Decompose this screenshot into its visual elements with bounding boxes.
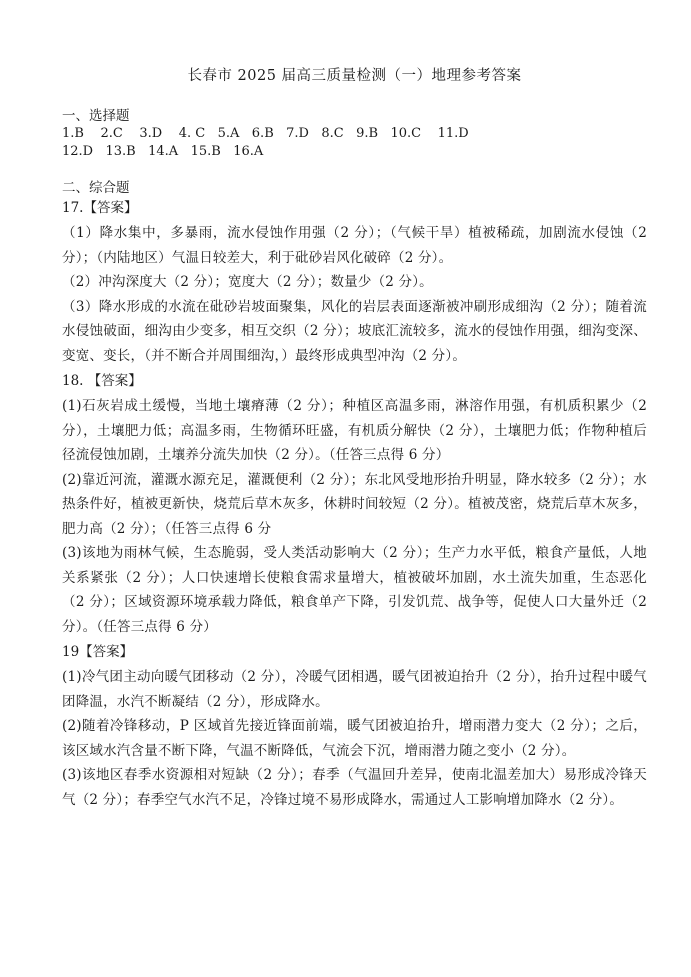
question-17-heading: 17.【答案】 bbox=[62, 200, 138, 216]
question-19-part-2: (2)随着冷锋移动，P 区域首先接近锋面前端，暖气团被迫抬升，增雨潜力变大（2 分）；之后，该区域水汽含量不断下降，气温不断降低，气流会下沉，增雨潜力随之变小（2 分）。 bbox=[62, 718, 647, 759]
question-19 bbox=[62, 641, 647, 812]
question-17-part-1: （1）降水集中，多暴雨，流水侵蚀作用强（2 分）；（气候干旱）植被稀疏，加剧流水侵蚀（2 分）；（内陆地区）气温日较差大，利于砒砂岩风化破碎（2 分）。 bbox=[62, 225, 647, 266]
question-17 bbox=[62, 197, 647, 368]
question-18-heading: 18. 【答案】 bbox=[62, 373, 142, 389]
question-19-part-3: (3)该地区春季水资源相对短缺（2 分）；春季（气温回升差异，使南北温差加大）易形成冷锋天气（2 分）；春季空气水汽不足，冷锋过境不易形成降水，需通过人工影响增加降水（2 分）。 bbox=[62, 767, 647, 808]
section-heading-choice: 一、选择题 bbox=[62, 108, 130, 124]
question-18 bbox=[62, 370, 647, 639]
spacer bbox=[62, 161, 647, 179]
question-19-part-1: (1)冷气团主动向暖气团移动（2 分），冷暖气团相遇，暖气团被迫抬升（2 分），抬升过程中暖气团降温，水汽不断凝结（2 分），形成降水。 bbox=[62, 669, 647, 710]
question-18-part-2: (2)靠近河流，灌溉水源充足，灌溉便利（2 分）；东北风受地形抬升明显，降水较多（2 分）；水热条件好，植被更新快，烧荒后草木灰多，休耕时间较短（2 分）。植被茂密，烧荒后草木灰多，肥力高（2 分）；（任答三点得 6 分 bbox=[62, 471, 647, 537]
choice-answers-row-1: 1.B 2.C 3.D 4. C 5.A 6.B 7.D 8.C 9.B 10.C 11.D bbox=[62, 126, 469, 141]
page-title: 长春市 2025 届高三质量检测（一）地理参考答案 bbox=[187, 68, 522, 84]
question-18-part-1: (1)石灰岩成土缓慢，当地土壤瘠薄（2 分）；种植区高温多雨，淋溶作用强，有机质积累少（2 分），土壤肥力低；高温多雨，生物循环旺盛，有机质分解快（2 分），土壤肥力低；作物种植后径流侵蚀加剧，土壤养分流失加快（2 分）。（任答三点得 6 分） bbox=[62, 398, 647, 463]
question-18-part-3: (3)该地为雨林气候，生态脆弱，受人类活动影响大（2 分）；生产力水平低，粮食产量低，人地关系紧张（2 分）；人口快速增长使粮食需求量增大，植被破坏加剧，水土流失加重，生态恶化（2 分）；区域资源环境承载力降低，粮食单产下降，引发饥荒、战争等，促使人口大量外迁（2 分）。（任答三点得 6 分） bbox=[62, 545, 647, 635]
question-17-part-2: （2）冲沟深度大（2 分）；宽度大（2 分）；数量少（2 分）。 bbox=[62, 274, 433, 290]
question-19-heading: 19【答案】 bbox=[62, 644, 134, 660]
question-17-part-3: （3）降水形成的水流在砒砂岩坡面聚集，风化的岩层表面逐渐被冲刷形成细沟（2 分）；随着流水侵蚀破面，细沟由少变多，相互交织（2 分）；坡底汇流较多，流水的侵蚀作用强，细沟变深、变宽、变长，（并不断合并周围细沟，）最终形成典型冲沟（2 分）。 bbox=[62, 298, 647, 364]
section-heading-comprehensive: 二、综合题 bbox=[62, 180, 130, 196]
choice-answers-row-2: 12.D 13.B 14.A 15.B 16.A bbox=[62, 144, 264, 159]
